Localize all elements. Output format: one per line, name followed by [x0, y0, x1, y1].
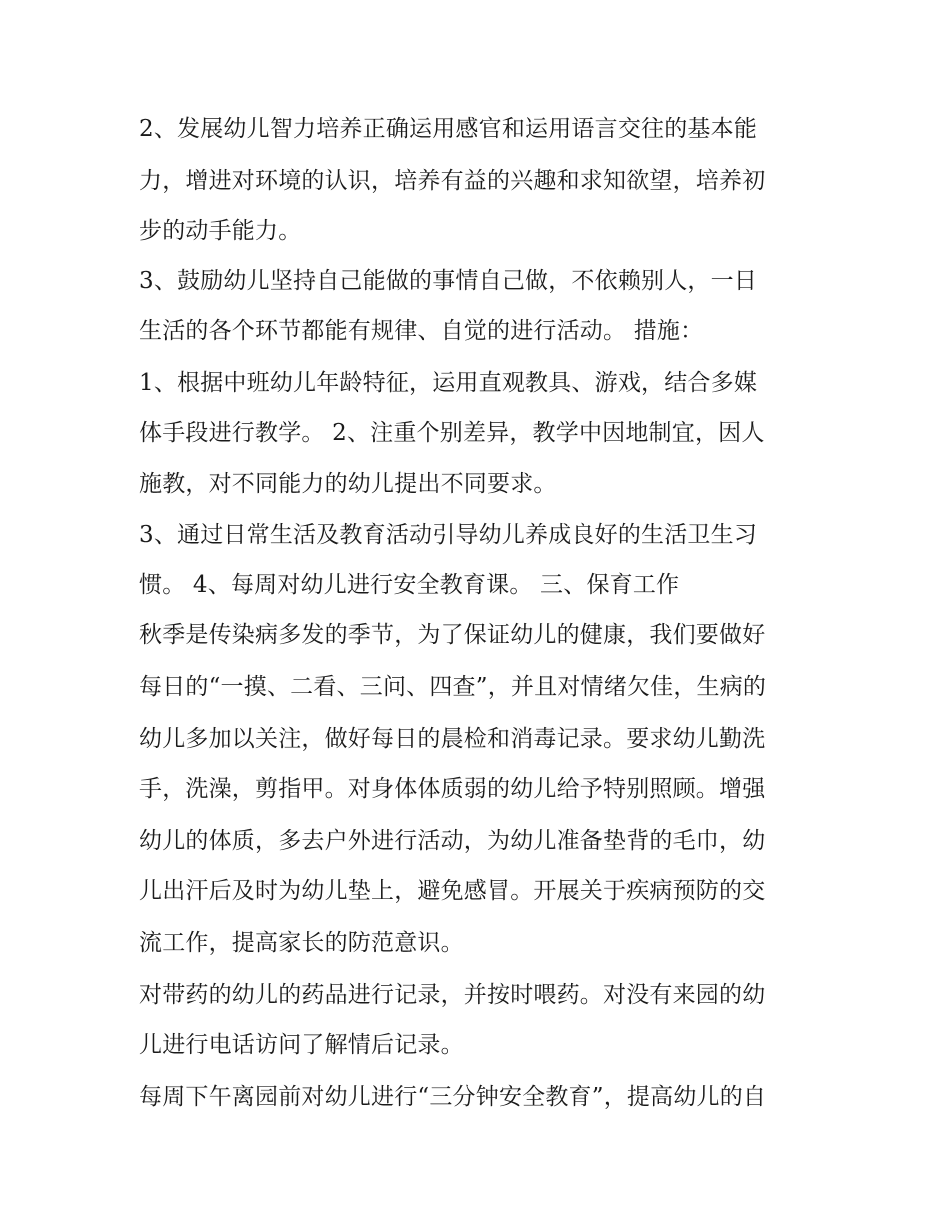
text-line-2: 力，增进对环境的认识，培养有益的兴趣和求知欲望，培养初 — [139, 168, 766, 194]
text-line-7: 体手段进行教学。 2、注重个别差异，教学中因地制宜，因人 — [139, 420, 765, 446]
text-line-14: 手，洗澡，剪指甲。对身体体质弱的幼儿给予特别照顾。增强 — [139, 776, 766, 802]
text-line-11: 秋季是传染病多发的季节，为了保证幼儿的健康，我们要做好 — [139, 622, 766, 648]
text-line-9: 3、通过日常生活及教育活动引导幼儿养成良好的生活卫生习 — [139, 522, 758, 548]
text-line-8: 施教，对不同能力的幼儿提出不同要求。 — [139, 471, 557, 497]
text-line-16: 儿出汗后及时为幼儿垫上，避免感冒。开展关于疾病预防的交 — [139, 878, 766, 904]
text-line-10: 惯。 4、每周对幼儿进行安全教育课。 三、保育工作 — [139, 572, 680, 598]
text-line-18: 对带药的幼儿的药品进行记录，并按时喂药。对没有来园的幼 — [139, 982, 766, 1008]
text-line-1: 2、发展幼儿智力培养正确运用感官和运用语言交往的基本能 — [139, 116, 758, 142]
text-line-3: 步的动手能力。 — [139, 218, 302, 244]
text-line-13: 幼儿多加以关注，做好每日的晨检和消毒记录。要求幼儿勤洗 — [139, 726, 766, 752]
text-line-17: 流工作，提高家长的防范意识。 — [139, 930, 464, 956]
text-line-5: 生活的各个环节都能有规律、自觉的进行活动。 措施： — [139, 318, 704, 344]
text-line-15: 幼儿的体质，多去户外进行活动，为幼儿准备垫背的毛巾，幼 — [139, 828, 766, 854]
text-line-4: 3、鼓励幼儿坚持自己能做的事情自己做，不依赖别人，一日 — [139, 268, 758, 294]
text-line-19: 儿进行电话访问了解情后记录。 — [139, 1032, 464, 1058]
text-line-12: 每日的“一摸、二看、三问、四查”，并且对情绪欠佳，生病的 — [139, 674, 767, 700]
text-line-20: 每周下午离园前对幼儿进行“三分钟安全教育”，提高幼儿的自 — [139, 1084, 767, 1110]
text-line-6: 1、根据中班幼儿年龄特征，运用直观教具、游戏，结合多媒 — [139, 370, 758, 396]
